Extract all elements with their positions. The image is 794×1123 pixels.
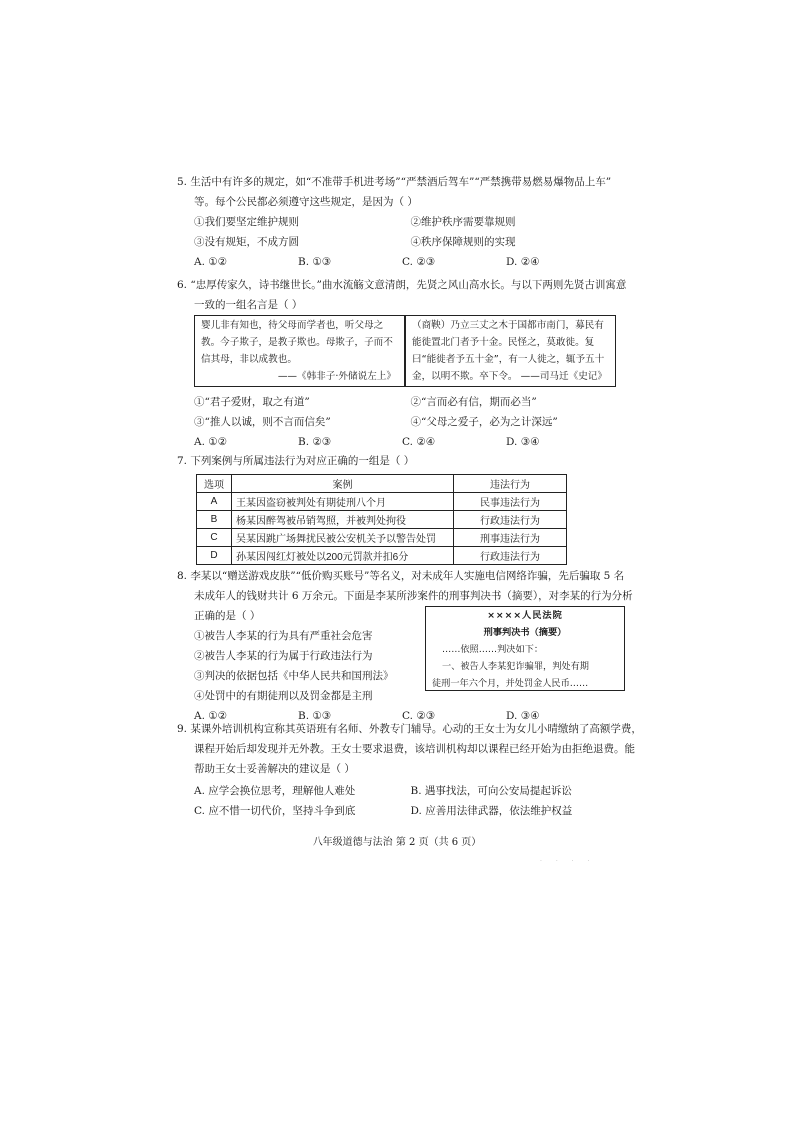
q7-row-case: 杨某因醉驾被吊销驾照，并被判处拘役	[232, 511, 454, 529]
q6-answer-c: C. ②④	[402, 436, 436, 448]
q7-row-violation: 民事违法行为	[454, 493, 567, 511]
q8-stem-line-1: 8. 李某以“赠送游戏皮肤”“低价购买账号”等名义，对未成年人实施电信网络诈骗，先后骗取 5 名	[177, 570, 625, 582]
q6-quote-box	[194, 315, 616, 387]
q6-quote-right	[404, 316, 615, 386]
question-5	[177, 172, 627, 272]
q8-option-1: ①被告人李某的行为具有严重社会危害	[194, 630, 373, 642]
q7-row-option: B	[197, 511, 232, 529]
q7-row-case: 王某因盗窃被判处有期徒刑八个月	[232, 493, 454, 511]
q8-judgment-box	[425, 606, 625, 691]
q9-answer-b: B. 遇事找法，可向公安局提起诉讼	[410, 785, 572, 797]
q5-option-3: ③没有规矩，不成方圆	[194, 236, 299, 248]
q7-header-violation: 违法行为	[454, 475, 567, 493]
q8-box-line-3: 徒刑一年六个月，并处罚金人民币……	[432, 678, 589, 689]
q5-options-row-2	[177, 232, 627, 252]
question-9	[177, 719, 642, 821]
q6-stem-line-1: 6. “忠厚传家久，诗书继世长。”曲水流觞文意清朗，先贤之风山高水长。与以下两则先贤古训寓意	[177, 279, 627, 291]
q8-box-line-1: ……依照……判决如下：	[442, 644, 544, 655]
q7-row-violation: 行政违法行为	[454, 547, 567, 565]
q7-row-option: D	[197, 547, 232, 565]
question-7	[177, 451, 627, 471]
q6-quote-left-text: 婴儿非有知也，待父母而学者也，听父母之教。今子欺子，是教子欺也。母欺子，子而不信其母，非以成教也。	[201, 320, 393, 365]
q8-option-2: ②被告人李某的行为属于行政违法行为	[194, 650, 373, 662]
table-row	[197, 511, 567, 529]
q7-table-header-row	[197, 475, 567, 493]
q5-answer-d: D. ②④	[506, 256, 540, 268]
q8-answer-a: A. ①②	[194, 710, 228, 722]
q8-stem-line-3: 正确的是（ ）	[194, 610, 261, 622]
q5-option-1: ①我们要坚定维护规则	[194, 216, 299, 228]
q5-option-2: ②维护秩序需要靠规则	[410, 216, 516, 228]
q6-option-4: ④“父母之爱子，必为之计深远”	[410, 416, 558, 428]
q5-options-row-1	[177, 212, 627, 232]
q5-answers	[177, 252, 627, 272]
q8-option-3: ③判决的依据包括《中华人民共和国刑法》	[194, 670, 394, 682]
q6-options-row-1	[177, 392, 627, 412]
q6-stem-line-2: 一致的一组名言是（ ）	[194, 299, 303, 311]
q8-box-line-2: 一、被告人李某犯诈骗罪，判处有期	[442, 661, 589, 672]
q8-box-court-title: ××××人民法院	[487, 610, 563, 621]
q7-row-case: 孙某因闯红灯被处以200元罚款并扣6分	[232, 547, 454, 565]
q7-header-case: 案例	[232, 475, 454, 493]
q8-box-subtitle: 刑事判决书（摘要）	[483, 627, 567, 638]
table-row	[197, 493, 567, 511]
q5-stem-line-1: 5. 生活中有许多的规定，如“不准带手机进考场”“严禁酒后驾车”“严禁携带易燃易爆物品上车”	[177, 176, 612, 188]
q5-answer-a: A. ①②	[194, 256, 228, 268]
q9-stem-line-3: 帮助王女士妥善解决的建议是（ ）	[194, 763, 355, 775]
q6-answer-b: B. ②③	[298, 436, 332, 448]
q6-option-1: ①“君子爱财，取之有道”	[194, 396, 310, 408]
table-row	[197, 547, 567, 565]
q5-answer-c: C. ②③	[402, 256, 436, 268]
q9-answer-d: D. 应善用法律武器，依法维护权益	[410, 805, 573, 817]
q7-row-option: C	[197, 529, 232, 547]
q6-quote-left	[195, 316, 404, 386]
q6-options	[177, 392, 627, 452]
question-6	[177, 275, 627, 315]
q8-answer-d: D. ③④	[506, 710, 540, 722]
q7-row-option: A	[197, 493, 232, 511]
q7-row-violation: 行政违法行为	[454, 511, 567, 529]
q7-row-case: 吴某因跳广场舞扰民被公安机关予以警告处罚	[232, 529, 454, 547]
q9-answer-a: A. 应学会换位思考，理解他人难处	[194, 785, 356, 797]
q5-answer-b: B. ①③	[298, 256, 332, 268]
q8-stem-line-2: 未成年人的钱财共计 6 万余元。下面是李某所涉案件的刑事判决书（摘要），对李某的行为分析	[194, 590, 633, 602]
q8-answer-b: B. ①③	[298, 710, 332, 722]
q9-stem-line-1: 9. 某课外培训机构宣称其英语班有名师、外教专门辅导。心动的王女士为女儿小晴缴纳了高额学费，	[177, 723, 642, 735]
q9-options-row-2	[177, 801, 627, 821]
table-row	[197, 529, 567, 547]
q7-row-violation: 刑事违法行为	[454, 529, 567, 547]
q9-stem-line-2: 课程开始后却发现并无外教。王女士要求退费，该培训机构却以课程已经开始为由拒绝退费。能	[194, 743, 635, 755]
q6-option-3: ③“推人以诚，则不言而信矣”	[194, 416, 331, 428]
q7-stem: 7. 下列案例与所属违法行为对应正确的一组是（ ）	[177, 455, 415, 467]
q5-option-4: ④秩序保障规则的实现	[410, 236, 516, 248]
q9-answer-c: C. 应不惜一切代价，坚持斗争到底	[194, 805, 356, 817]
q8-answer-c: C. ②③	[402, 710, 436, 722]
scan-smudge: · · · ·	[540, 858, 596, 865]
q6-option-2: ②“言而必有信，期而必当”	[410, 396, 537, 408]
q6-options-row-2	[177, 412, 627, 432]
q6-answer-d: D. ③④	[506, 436, 540, 448]
q7-case-table	[196, 474, 567, 565]
q5-stem-line-2: 等。每个公民都必须遵守这些规定，是因为（ ）	[194, 196, 418, 208]
q6-answer-a: A. ①②	[194, 436, 228, 448]
q6-quote-right-text: （商鞅）乃立三丈之木于国都市南门，募民有能徙置北门者予十金。民怪之，莫敢徙。复曰“能徙者予五十金”，有一人徙之，辄予五十金，以明不欺。卒下令。	[412, 320, 605, 382]
q9-options-row-1	[177, 781, 627, 801]
page-footer: 八年级道德与法治 第 2 页（共 6 页）	[312, 837, 482, 848]
q7-header-option: 选项	[197, 475, 232, 493]
q6-answers	[177, 432, 627, 452]
q8-option-4: ④处罚中的有期徒刑以及罚金都是主刑	[194, 690, 373, 702]
q6-quote-left-source: ——《韩非子·外储说左上》	[277, 371, 396, 382]
q6-quote-right-source: ——司马迁《史记》	[520, 371, 607, 382]
